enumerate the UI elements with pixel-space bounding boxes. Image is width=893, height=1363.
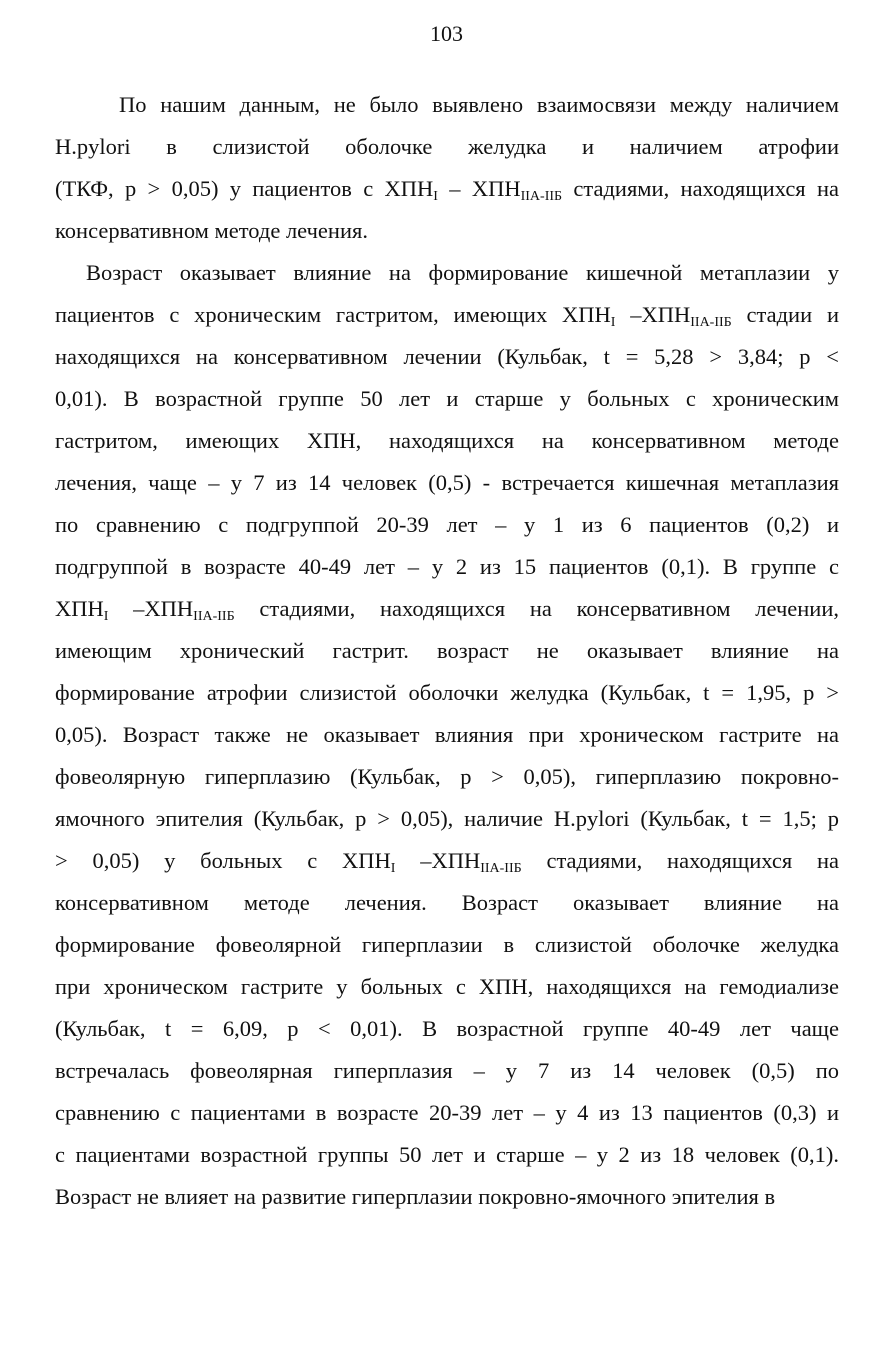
subscript: IIА-IIБ (690, 315, 732, 330)
text-line: встречалась фовеолярная гиперплазия – у 7 из 14 человек (0,5) по (55, 1058, 839, 1083)
text-line: 0,01). В возрастной группе 50 лет и старше у больных с хроническим (55, 386, 839, 411)
text-line: формирование атрофии слизистой оболочки желудка (Кульбак, t = 1,95, p > (55, 680, 839, 705)
text-line: с пациентами возрастной группы 50 лет и старше – у 2 из 18 человек (0,1). (55, 1142, 839, 1167)
text-line: (ТКФ, p > 0,05) у пациентов с $ХПН_I - ХПН_{IIА-IIБ}$ стадиями, находящихся на (55, 176, 840, 204)
subscript: IIА-IIБ (520, 189, 563, 204)
paragraph-1 (55, 84, 839, 252)
text-line: консервативном методе лечения. Возраст оказывает влияние на (55, 890, 839, 915)
paragraph-2 (55, 252, 839, 1218)
text-line: H.pylori в слизистой оболочке желудка и наличием атрофии (55, 134, 839, 159)
text-line: имеющим хронический гастрит. возраст не оказывает влияние на (55, 638, 839, 663)
text-line: гастритом, имеющих ХПН, находящихся на консервативном методе (55, 428, 839, 453)
text-line: пациентов с хроническим гастритом, имеющих $ХПН_I$ $-ХПН_{IIА-IIБ}$ стадии и (55, 302, 839, 330)
page-number: 103 (430, 21, 463, 46)
text-line: (Кульбак, t = 6,09, p < 0,01). В возрастной группе 40-49 лет чаще (55, 1016, 839, 1041)
text-line: По нашим данным, не было выявлено взаимосвязи между наличием (119, 92, 839, 117)
text-line: ямочного эпителия (Кульбак, p > 0,05), наличие H.pylori (Кульбак, t = 1,5; p (55, 806, 839, 831)
subscript: I (433, 189, 438, 204)
subscript: I (103, 609, 109, 624)
subscript: IIА-IIБ (480, 861, 522, 876)
text-line: 0,05). Возраст также не оказывает влияния при хроническом гастрите на (55, 722, 839, 747)
text-line: подгруппой в возрасте 40-49 лет – у 2 из 15 пациентов (0,1). В группе с (55, 554, 839, 579)
text-line: формирование фовеолярной гиперплазии в слизистой оболочке желудка (55, 932, 839, 957)
text-line: сравнению с пациентами в возрасте 20-39 лет – у 4 из 13 пациентов (0,3) и (55, 1100, 839, 1125)
text-line: находящихся на консервативном лечении (Кульбак, t = 5,28 > 3,84; p < (55, 344, 839, 369)
document-body (55, 84, 839, 1218)
text-line: Возраст оказывает влияние на формирование кишечной метаплазии у (86, 260, 839, 285)
text-line: консервативном методе лечения. (55, 218, 368, 243)
text-line: по сравнению с подгруппой 20-39 лет – у 1 из 6 пациентов (0,2) и (55, 512, 839, 537)
subscript: I (390, 861, 396, 876)
text-line: фовеолярную гиперплазию (Кульбак, p > 0,05), гиперплазию покровно- (55, 764, 839, 789)
subscript: IIА-IIБ (193, 609, 235, 624)
text-line: > 0,05) у больных с $ХПН_I$ $-ХПН_{IIА-IIБ}$ стадиями, находящихся на (55, 848, 839, 876)
text-line: лечения, чаще – у 7 из 14 человек (0,5) - встречается кишечная метаплазия (55, 470, 839, 495)
subscript: I (610, 315, 616, 330)
text-line: $ХПН_I$ $-ХПН_{IIА-IIБ}$ стадиями, находящихся на консервативном лечении, (55, 596, 839, 624)
text-line: Возраст не влияет на развитие гиперплазии покровно-ямочного эпителия в (55, 1184, 776, 1209)
text-line: при хроническом гастрите у больных с ХПН, находящихся на гемодиализе (55, 974, 839, 999)
